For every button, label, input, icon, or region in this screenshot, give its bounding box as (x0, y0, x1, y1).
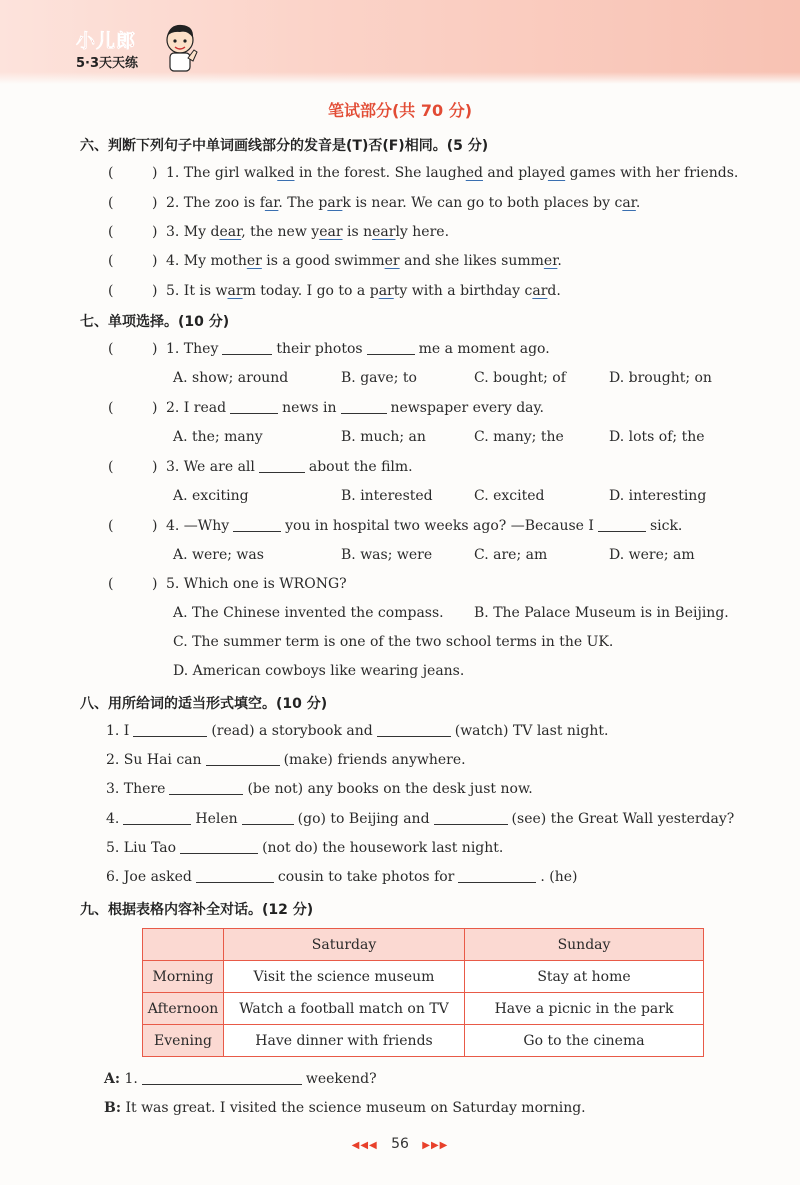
option: D. interesting (609, 488, 707, 504)
option: B. was; were (341, 547, 433, 563)
section-9-heading: 九、根据表格内容补全对话。(12 分) (80, 902, 314, 918)
table-row (143, 1025, 704, 1057)
table-cell: Have a picnic in the park (465, 993, 704, 1025)
table-cell: Stay at home (465, 961, 704, 993)
row-header: Morning (143, 961, 224, 993)
table-row (143, 993, 704, 1025)
question-8-4: 4. Helen (go) to Beijing and (see) the Great Wall yesterday? (106, 811, 735, 827)
question-8-2: 2. Su Hai can (make) friends anywhere. (106, 752, 466, 768)
sentence-text: . (557, 253, 562, 269)
sentence-text: and play (482, 165, 548, 181)
option: A. show; around (173, 370, 289, 386)
row-header: Afternoon (143, 993, 224, 1025)
table-cell: Have dinner with friends (224, 1025, 465, 1057)
sentence-text: ty with a birthday c (393, 283, 533, 299)
table-cell: Go to the cinema (465, 1025, 704, 1057)
option: C. are; am (474, 547, 548, 563)
right-arrows-icon: ▶▶▶ (422, 1140, 449, 1151)
question-6-4: ( ) 4. My mother is a good swimmer and she likes summer. (108, 253, 562, 269)
section-6-heading: 六、判断下列句子中单词画线部分的发音是(T)否(F)相同。(5 分) (80, 138, 489, 154)
option: B. gave; to (341, 370, 417, 386)
underlined-sound: er (384, 253, 400, 269)
column-header: Saturday (224, 929, 465, 961)
question-7-4: ( ) 4. —Why you in hospital two weeks ago? —Because I sick. (108, 518, 683, 534)
sentence-text: ly here. (395, 224, 450, 240)
underlined-sound: ar (378, 283, 394, 299)
table-cell: Watch a football match on TV (224, 993, 465, 1025)
underlined-sound: ear (219, 224, 242, 240)
sentence-text: 5. It is w (166, 283, 228, 299)
underlined-sound: ar (532, 283, 548, 299)
sentence-text: , the new y (241, 224, 320, 240)
sentence-text: 1. The girl walk (166, 165, 278, 181)
sentence-text: . (635, 195, 641, 211)
left-arrows-icon: ◀◀◀ (351, 1140, 378, 1151)
sentence-text: 4. My moth (166, 253, 247, 269)
underlined-sound: er (246, 253, 262, 269)
underlined-sound: ar (264, 195, 279, 211)
sentence-text: 2. The zoo is f (166, 195, 265, 211)
section-title: 笔试部分(共 70 分) (327, 101, 473, 120)
question-8-3: 3. There (be not) any books on the desk just now. (106, 781, 533, 797)
table-corner-cell (143, 929, 224, 961)
option: C. excited (474, 488, 545, 504)
option: C. The summer term is one of the two school terms in the UK. (173, 634, 614, 650)
sentence-text: m today. I go to a p (242, 283, 379, 299)
option: A. the; many (173, 429, 263, 445)
option: D. lots of; the (609, 429, 705, 445)
option: B. much; an (341, 429, 426, 445)
sentence-text: games with her friends. (565, 165, 739, 181)
option: A. exciting (173, 488, 249, 504)
schedule-table (142, 928, 704, 1057)
underlined-sound: ed (547, 165, 566, 181)
option: A. were; was (173, 547, 264, 563)
sentence-text: k is near. We can go to both places by c (342, 195, 623, 211)
sentence-text: and she likes summ (399, 253, 544, 269)
option: B. The Palace Museum is in Beijing. (474, 605, 729, 621)
option: D. brought; on (609, 370, 712, 386)
row-header: Evening (143, 1025, 224, 1057)
question-7-2: ( ) 2. I read news in newspaper every day. (108, 400, 545, 416)
page-footer (0, 1136, 800, 1152)
question-6-3: ( ) 3. My dear, the new year is nearly here. (108, 224, 450, 240)
dialogue-line-a: A: 1. weekend? (104, 1071, 377, 1087)
underlined-sound: ar (327, 195, 343, 211)
underlined-sound: ear (319, 224, 343, 240)
question-6-5: ( ) 5. It is warm today. I go to a party with a birthday card. (108, 283, 561, 299)
option: D. American cowboys like wearing jeans. (173, 663, 465, 679)
page-number: 56 (391, 1136, 409, 1152)
question-8-1: 1. I (read) a storybook and (watch) TV last night. (106, 723, 609, 739)
underlined-sound: ed (465, 165, 483, 181)
sentence-text: is n (342, 224, 373, 240)
speaker-label: B: (104, 1100, 122, 1116)
question-6-1: ( ) 1. The girl walked in the forest. She laughed and played games with her friends. (108, 165, 739, 181)
column-header: Sunday (465, 929, 704, 961)
brand-logo (72, 20, 202, 80)
option: C. bought; of (474, 370, 566, 386)
question-6-2: ( ) 2. The zoo is far. The park is near. We can go to both places by car. (108, 195, 641, 211)
table-row (143, 961, 704, 993)
sentence-text: d. (547, 283, 561, 299)
speaker-label: A: (104, 1071, 121, 1087)
boy-mascot-icon (158, 20, 202, 76)
underlined-sound: ed (277, 165, 295, 181)
section-7-heading: 七、单项选择。(10 分) (80, 314, 230, 330)
underlined-sound: ear (372, 224, 396, 240)
question-7-3: ( ) 3. We are all about the film. (108, 459, 413, 475)
option: D. were; am (609, 547, 695, 563)
question-7-5: ( ) 5. Which one is WRONG? (108, 576, 347, 592)
table-cell: Visit the science museum (224, 961, 465, 993)
option: B. interested (341, 488, 433, 504)
sentence-text: 3. My d (166, 224, 220, 240)
underlined-sound: er (543, 253, 558, 269)
table-header-row (143, 929, 704, 961)
question-7-1: ( ) 1. They their photos me a moment ago. (108, 341, 550, 357)
question-8-6: 6. Joe asked cousin to take photos for . (he) (106, 869, 578, 885)
section-8-heading: 八、用所给词的适当形式填空。(10 分) (80, 696, 328, 712)
dialogue-line-b: B: It was great. I visited the science museum on Saturday morning. (104, 1100, 586, 1116)
underlined-sound: ar (622, 195, 636, 211)
brand-name: 小儿郎 (76, 30, 137, 52)
sentence-text: . The p (278, 195, 328, 211)
brand-series: 5·3天天练 (76, 56, 139, 71)
sentence-text: in the forest. She laugh (294, 165, 466, 181)
sentence-text: is a good swimm (261, 253, 385, 269)
option: C. many; the (474, 429, 564, 445)
underlined-sound: ar (227, 283, 243, 299)
question-8-5: 5. Liu Tao (not do) the housework last night. (106, 840, 504, 856)
option: A. The Chinese invented the compass. (173, 605, 444, 621)
